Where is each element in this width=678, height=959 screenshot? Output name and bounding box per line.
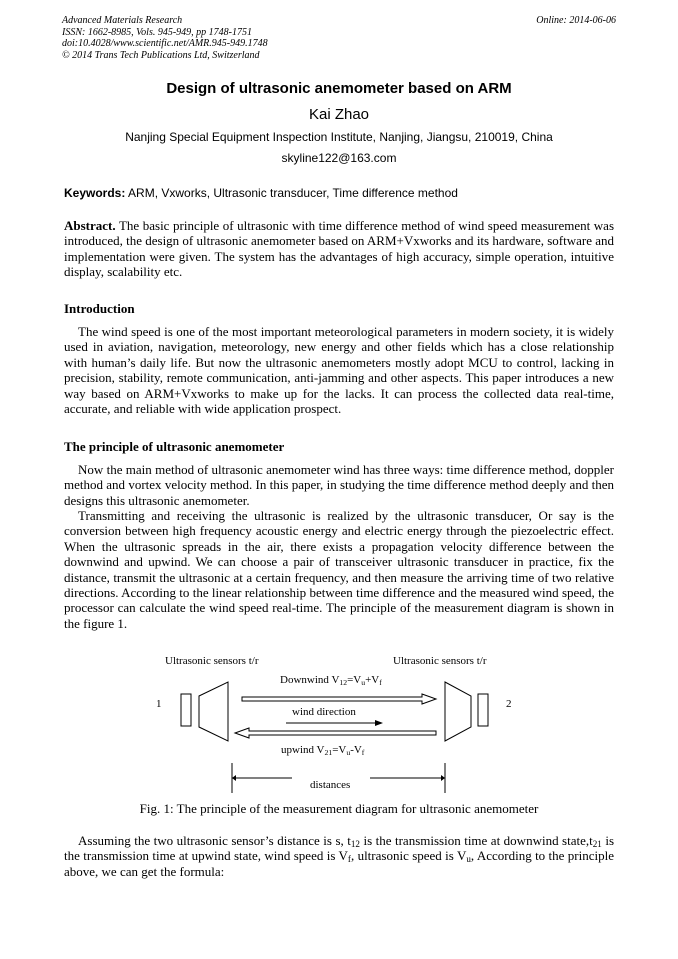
figure-1	[0, 648, 678, 823]
right-sensor-label: Ultrasonic sensors t/r	[393, 655, 487, 667]
principle-para-2: Transmitting and receiving the ultrasonic is realized by the ultrasonic transducer, Or say is the conversion between high frequency acoustic energy and electric energy through the piezoelectric effect. When the ultrasonic spreads in the air, there exists a propagation velocity difference between the downwind and upwind. We can choose a pair of transceiver ultrasonic transducer in practice, fix the distance, transmit the ultrasonic at a certain frequency, and then measure the arriving time of two relative directions. According to the linear relationship between time difference and the measured wind speed, the processor can calculate the wind speed real-time. The principle of the measurement diagram is shown in the figure 1.	[64, 508, 614, 631]
final-paragraph: Assuming the two ultrasonic sensor’s distance is s, $t_{12}$ is the transmission time at downwind $state,t_{21}$ is the transmission time at upwind state, wind speed is $V_f$, ultrasonic speed is $V_u$, According to the principle above, we can get the formula:	[64, 833, 615, 879]
keywords	[64, 186, 458, 200]
wind-direction-label: wind direction	[292, 706, 356, 718]
node-left-label: 1	[156, 698, 162, 710]
left-sensor-plate	[181, 694, 191, 726]
distance-arrowhead-left	[232, 775, 236, 781]
abstract-text: The basic principle of ultrasonic with time difference method of wind speed measurement was introduced, the design of ultrasonic anemometer based on ARM+Vxworks and its hardware, software and implementation were given. The system has the advantages of high accuracy, simple operation, intuitive display, scalability etc.	[64, 218, 615, 280]
copyright-line: © 2014 Trans Tech Publications Ltd, Switzerland	[62, 49, 260, 61]
author-name: Kai Zhao	[308, 106, 370, 123]
principle-heading: The principle of ultrasonic anemometer	[64, 439, 285, 454]
affiliation: Nanjing Special Equipment Inspection Institute, Nanjing, Jiangsu, 210019, China	[125, 130, 553, 144]
paper-title: Design of ultrasonic anemometer based on ARM	[166, 80, 512, 97]
online-date: Online: 2014-06-06	[536, 15, 616, 26]
introduction-heading: Introduction	[64, 301, 135, 316]
journal-header	[62, 15, 268, 61]
wind-direction-arrowhead	[375, 720, 383, 726]
left-sensor-label: Ultrasonic sensors t/r	[165, 655, 259, 667]
figure-caption: Fig. 1: The principle of the measurement diagram for ultrasonic anemometer	[139, 801, 539, 816]
journal-name: Advanced Materials Research	[62, 15, 183, 26]
doi-line: doi:10.4028/www.scientific.net/AMR.945-949.1748	[62, 38, 268, 49]
distances-label: distances	[310, 779, 351, 791]
distance-arrowhead-right	[441, 775, 445, 781]
upwind-label: upwind $V_{21}=V_u-V_f$	[281, 744, 365, 757]
abstract-label: Abstract.	[64, 218, 116, 233]
right-transducer	[445, 682, 471, 741]
principle-para-1: Now the main method of ultrasonic anemometer wind has three ways: time difference method, doppler method and vortex velocity method. In this paper, in studying the time difference method deeply and then designs this ultrasonic anemometer.	[64, 462, 614, 508]
abstract	[64, 218, 614, 280]
introduction-text: The wind speed is one of the most important meteorological parameters in modern society, it is widely used in aviation, navigation, meteorology, new energy and other fields which has a close relationship with human’s daily life. But now the ultrasonic anemometers mostly adopt MCU to control, lacking in precision, stability, remote communication, anti-jamming and other aspects. This paper introduces a new way based on ARM+Vxworks to make up for the lacks. It can process the collected data real-time, accurate, and reliable with wide application prospect.	[64, 324, 614, 417]
keywords-text: ARM, Vxworks, Ultrasonic transducer, Time difference method	[128, 186, 458, 200]
downwind-arrow	[242, 694, 436, 704]
right-sensor-plate	[478, 694, 488, 726]
issn-line: ISSN: 1662-8985, Vols. 945-949, pp 1748-1751	[62, 26, 252, 38]
node-right-label: 2	[506, 698, 512, 710]
author-email: skyline122@163.com	[281, 151, 397, 165]
left-transducer	[199, 682, 228, 741]
downwind-label: Downwind $V_{12}=V_u+V_f$	[280, 674, 382, 687]
upwind-arrow	[235, 728, 436, 738]
keywords-label: Keywords:	[64, 186, 126, 200]
